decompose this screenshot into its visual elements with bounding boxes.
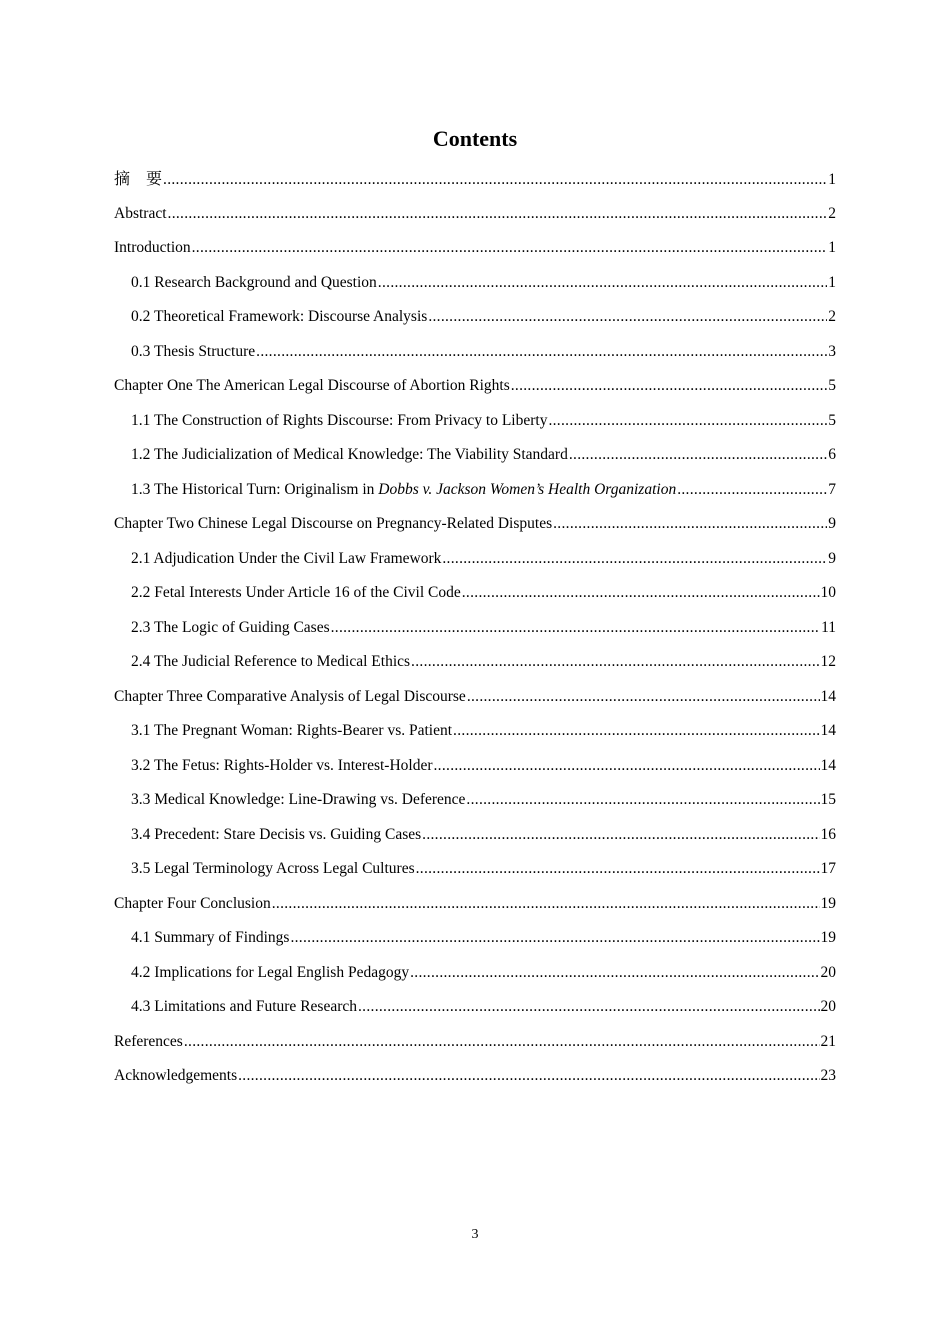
toc-page-number: 10: [820, 584, 836, 601]
toc-entry[interactable]: [114, 1028, 836, 1063]
toc-entry-title: [114, 200, 167, 228]
dot-leader: [272, 890, 820, 918]
toc-page-number: 3: [828, 342, 836, 360]
dot-leader: [453, 717, 819, 745]
dot-leader: [168, 200, 828, 228]
dot-leader: [466, 786, 819, 814]
toc-entry-text: 0.1 Research Background and Question: [131, 273, 377, 291]
toc-entry-text: 3.2 The Fetus: Rights-Holder vs. Interest-Holder: [131, 756, 433, 774]
toc-entry-title: [114, 165, 162, 193]
toc-entry-title: [131, 959, 409, 987]
toc-entry-title: [131, 786, 465, 814]
dot-leader: [358, 993, 820, 1021]
toc-page-number: 19: [820, 929, 836, 946]
toc-entry-title: [131, 338, 255, 366]
toc-entry-text: 1.2 The Judicialization of Medical Knowledge: The Viability Standard: [131, 446, 568, 463]
toc-subentry[interactable]: [114, 579, 836, 614]
table-of-contents: [114, 165, 836, 1097]
toc-page-number: 23: [820, 1067, 836, 1084]
toc-entry-title: [131, 752, 433, 780]
toc-subentry[interactable]: [114, 855, 836, 890]
toc-entry[interactable]: [114, 890, 836, 925]
dot-leader: [511, 372, 828, 400]
dot-leader: [553, 510, 827, 538]
toc-entry-text: Abstract: [114, 204, 167, 222]
toc-page-number: 5: [828, 377, 836, 394]
toc-page-number: 2: [828, 308, 836, 325]
dot-leader: [184, 1028, 820, 1056]
toc-page-number: 5: [828, 411, 836, 429]
dot-leader: [378, 269, 827, 297]
toc-entry-text: 2.4 The Judicial Reference to Medical Ethics: [131, 653, 411, 670]
toc-entry-title: [131, 269, 377, 297]
toc-page-number: 9: [828, 549, 836, 567]
toc-entry[interactable]: [114, 165, 836, 200]
dot-leader: [467, 683, 820, 711]
toc-page-number: 21: [820, 1032, 836, 1050]
toc-page-number: 7: [828, 480, 836, 498]
toc-entry-text: Acknowledgements: [114, 1067, 238, 1084]
toc-entry-text: Chapter Two Chinese Legal Discourse on Pregnancy-Related Disputes: [114, 515, 553, 532]
dot-leader: [422, 821, 819, 849]
toc-subentry[interactable]: [114, 717, 836, 752]
toc-entry-text: 1.1 The Construction of Rights Discourse: From Privacy to Liberty: [131, 411, 548, 429]
toc-entry-text: 3.3 Medical Knowledge: Line-Drawing vs. Deference: [131, 791, 466, 808]
toc-entry-text: 1.3 The Historical Turn: Originalism in: [131, 480, 379, 498]
toc-page-number: 14: [820, 756, 836, 774]
dot-leader: [434, 752, 820, 780]
dot-leader: [256, 338, 827, 366]
toc-subentry[interactable]: [114, 821, 836, 856]
toc-entry-title: [131, 407, 547, 435]
toc-entry-title: [131, 303, 427, 331]
toc-page-number: 1: [828, 239, 836, 256]
toc-subentry[interactable]: [114, 407, 836, 442]
toc-subentry[interactable]: [114, 752, 836, 787]
toc-entry-title: [131, 441, 568, 469]
toc-entry-title: [131, 648, 410, 676]
toc-entry[interactable]: [114, 234, 836, 269]
dot-leader: [428, 303, 827, 331]
toc-entry[interactable]: [114, 1062, 836, 1097]
dot-leader: [416, 855, 820, 883]
toc-page-number: 20: [820, 998, 836, 1015]
toc-entry-text: 2.1 Adjudication Under the Civil Law Framework: [131, 549, 442, 567]
toc-page-number: 9: [828, 515, 836, 532]
toc-entry-title: [131, 614, 330, 642]
toc-entry-title: [114, 510, 552, 538]
toc-page-number: 14: [820, 722, 836, 739]
toc-subentry[interactable]: [114, 959, 836, 994]
toc-entry-title: [131, 717, 452, 745]
toc-entry-title: [114, 1062, 237, 1090]
toc-entry-text: References: [114, 1032, 183, 1050]
dot-leader: [331, 614, 820, 642]
toc-subentry[interactable]: [114, 924, 836, 959]
toc-entry-title: [114, 683, 466, 711]
toc-entry[interactable]: [114, 510, 836, 545]
toc-entry-text: 4.3 Limitations and Future Research: [131, 998, 357, 1015]
toc-entry[interactable]: [114, 372, 836, 407]
toc-entry-text: 0.2 Theoretical Framework: Discourse Analysis: [131, 308, 428, 325]
toc-page-number: 17: [820, 860, 836, 877]
toc-subentry[interactable]: [114, 441, 836, 476]
toc-entry-text: 3.4 Precedent: Stare Decisis vs. Guiding Cases: [131, 825, 422, 843]
dot-leader: [238, 1062, 819, 1090]
toc-page-number: 1: [828, 171, 836, 188]
page-title: Contents: [432, 126, 518, 151]
toc-entry-title: [131, 476, 676, 504]
toc-subentry[interactable]: [114, 648, 836, 683]
dot-leader: [410, 959, 819, 987]
toc-entry-title: [131, 545, 441, 573]
dot-leader: [192, 234, 828, 262]
dot-leader: [290, 924, 819, 952]
toc-page-number: 14: [820, 687, 836, 705]
dot-leader: [462, 579, 820, 607]
toc-page-number: 2: [828, 204, 836, 222]
toc-page-number: 15: [820, 791, 836, 808]
toc-entry-title: [114, 890, 271, 918]
toc-entry-text: 2.3 The Logic of Guiding Cases: [131, 618, 330, 636]
dot-leader: [548, 407, 827, 435]
dot-leader: [163, 166, 827, 194]
toc-entry-text: Introduction: [114, 239, 191, 256]
toc-subentry[interactable]: [114, 545, 836, 580]
toc-subentry[interactable]: [114, 614, 836, 649]
toc-entry-text: 4.2 Implications for Legal English Pedagogy: [131, 963, 410, 981]
toc-entry-text: 摘 要: [114, 169, 163, 188]
toc-page-number: 1: [828, 273, 836, 291]
toc-entry-title: [131, 993, 357, 1021]
toc-page-number: 20: [820, 963, 836, 981]
toc-entry-title: [114, 234, 191, 262]
page-number: 3: [471, 1227, 479, 1242]
toc-entry-text: Chapter One The American Legal Discourse of Abortion Rights: [114, 377, 510, 394]
toc-entry-text: 0.3 Thesis Structure: [131, 342, 256, 360]
dot-leader: [411, 648, 819, 676]
toc-page-number: 11: [821, 618, 836, 636]
toc-entry-title: [131, 821, 421, 849]
toc-entry-text: 3.1 The Pregnant Woman: Rights-Bearer vs. Patient: [131, 722, 453, 739]
toc-entry-title: [114, 1028, 183, 1056]
toc-entry-title: [114, 372, 510, 400]
dot-leader: [569, 441, 827, 469]
toc-entry-title: [131, 924, 289, 952]
toc-entry[interactable]: [114, 200, 836, 235]
toc-entry-title: [131, 855, 415, 883]
toc-entry-text: 2.2 Fetal Interests Under Article 16 of the Civil Code: [131, 584, 461, 601]
toc-entry[interactable]: [114, 683, 836, 718]
toc-entry-italic-text: Dobbs v. Jackson Women’s Health Organization: [378, 480, 677, 498]
toc-entry-text: Chapter Four Conclusion: [114, 894, 271, 912]
toc-page-number: 16: [820, 825, 836, 843]
toc-page-number: 12: [820, 653, 836, 670]
toc-subentry[interactable]: [114, 338, 836, 373]
toc-subentry[interactable]: [114, 786, 836, 821]
toc-entry-text: Chapter Three Comparative Analysis of Legal Discourse: [114, 687, 466, 705]
dot-leader: [442, 545, 827, 573]
toc-page-number: 6: [828, 446, 836, 463]
toc-subentry[interactable]: [114, 269, 836, 304]
toc-subentry[interactable]: [114, 476, 836, 511]
toc-entry-text: 4.1 Summary of Findings: [131, 929, 290, 946]
toc-entry-title: [131, 579, 461, 607]
toc-subentry[interactable]: [114, 303, 836, 338]
toc-subentry[interactable]: [114, 993, 836, 1028]
dot-leader: [677, 476, 827, 504]
toc-page-number: 19: [820, 894, 836, 912]
toc-entry-text: 3.5 Legal Terminology Across Legal Cultures: [131, 860, 415, 877]
